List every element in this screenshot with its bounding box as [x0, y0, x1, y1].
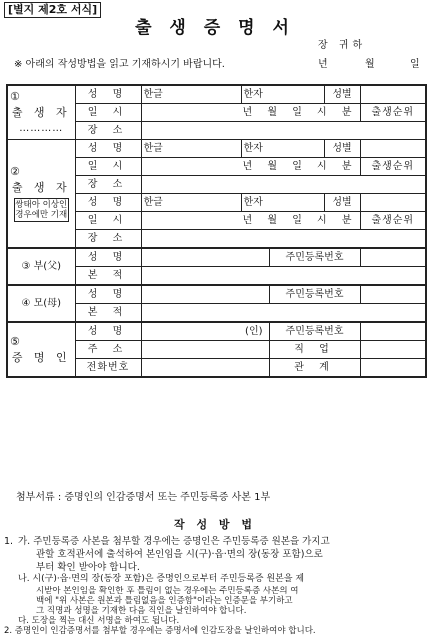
instruction-2: 2. 증명인이 인감증명서를 첨부할 경우에는 증명서에 인감도장을 날인하여야 합니다. — [4, 626, 316, 636]
relation-label: 관 계 — [269, 359, 360, 378]
datetime-label: 일 시 — [75, 212, 141, 230]
section1-label: 출 생 자 — [11, 105, 71, 119]
birth-order-label: 출생순위 — [360, 104, 426, 122]
instruction-1-na-line-2: 시받아 본인임을 확인한 후 틀림이 없는 경우에는 주민등록증 사본의 여 — [36, 586, 299, 596]
father-registry-input[interactable] — [141, 267, 426, 286]
s2b-sex-input[interactable] — [360, 194, 426, 212]
addressee: 장 귀하 — [318, 40, 367, 51]
date-text: 년 월 일 시 분 — [242, 160, 352, 172]
occupation-label: 직 업 — [269, 341, 360, 359]
instruction-1-na-line-4: 그 직명과 성명을 기재한 다음 직인을 날인하여야 합니다. — [36, 606, 247, 616]
section2-number: ② — [10, 164, 20, 178]
s1-name-row — [7, 85, 426, 104]
mother-name-row — [7, 285, 426, 304]
witness-name-input[interactable] — [141, 322, 269, 341]
s1-hangul-cell[interactable] — [141, 85, 241, 104]
section5-label: 증 명 인 — [11, 350, 71, 364]
witness-phone-input[interactable] — [141, 359, 269, 378]
hangul-label: 한글 — [143, 142, 163, 154]
id-number-label: 주민등록번호 — [269, 285, 360, 304]
s2a-place-input[interactable] — [141, 176, 426, 194]
instruction-1-num: 1. — [4, 536, 14, 547]
birth-order-label: 출생순위 — [360, 212, 426, 230]
father-name-row — [7, 248, 426, 267]
instruction-1-da: 다. 도장을 찍는 대신 서명을 하여도 됩니다. — [18, 616, 180, 626]
name-label: 성 명 — [75, 322, 141, 341]
s2a-hangul-cell[interactable] — [141, 140, 241, 158]
place-label: 장 소 — [75, 122, 141, 140]
name-label: 성 명 — [75, 140, 141, 158]
s2-name-row-1 — [7, 140, 426, 158]
mother-name-input[interactable] — [141, 285, 269, 304]
sex-label: 성별 — [324, 85, 360, 104]
mother-id-input[interactable] — [360, 285, 426, 304]
twin-note: 쌍태아 이상인 경우에만 기재 — [15, 199, 68, 220]
document-title: 출 생 증 명 서 — [135, 18, 295, 38]
instruction-1-group — [18, 535, 424, 574]
id-number-label: 주민등록번호 — [269, 322, 360, 341]
instruction-note — [14, 55, 225, 70]
certificate-table — [6, 84, 427, 378]
hanja-label: 한자 — [243, 142, 263, 154]
instruction-1-na-line-1: 나. 시(구)·읍·면의 장(동장 포함)은 증명인으로부터 주민등록증 원본을 제 — [18, 574, 305, 584]
name-label: 성 명 — [75, 85, 141, 104]
s2b-datetime-input[interactable] — [141, 212, 360, 230]
attachments-line: 첨부서류 : 증명인의 인감증명서 또는 주민등록증 사본 1부 — [16, 492, 271, 503]
section1-dots: ………… — [19, 122, 64, 134]
s1-sex-input[interactable] — [360, 85, 426, 104]
mother-registry-input[interactable] — [141, 304, 426, 323]
s2a-hanja-cell[interactable] — [241, 140, 324, 158]
instruction-1-ga-line-2: 관할 호적관서에 출석하여 본인임을 시(구)·읍·면의 장(동장 포함)으로 — [36, 549, 323, 560]
s1-hanja-cell[interactable] — [241, 85, 324, 104]
datetime-label: 일 시 — [75, 104, 141, 122]
sex-label: 성별 — [324, 194, 360, 212]
s2b-place-input[interactable] — [141, 230, 426, 249]
witness-relation-input[interactable] — [360, 359, 426, 378]
place-label: 장 소 — [75, 230, 141, 249]
date-day[interactable]: 일 — [410, 59, 420, 70]
section2-header — [7, 140, 75, 249]
date-month[interactable]: 월 — [365, 59, 375, 70]
witness-id-input[interactable] — [360, 322, 426, 341]
hanja-label: 한자 — [243, 196, 263, 208]
mother-section-label: ④ 모(母) — [7, 285, 75, 322]
sex-label: 성별 — [324, 140, 360, 158]
instruction-1-ga-line-1: 가. 주민등록증 사본을 첨부할 경우에는 증명인은 주민등록증 원본을 가지고 — [18, 536, 330, 547]
instruction-1-ga-line-3: 부터 확인 받아야 합니다. — [36, 562, 140, 573]
birth-order-label: 출생순위 — [360, 158, 426, 176]
s1-datetime-input[interactable] — [141, 104, 360, 122]
hangul-label: 한글 — [143, 88, 163, 100]
section2-label: 출 생 자 — [11, 180, 71, 194]
note-text: ※ 아래의 작성방법을 읽고 기재하시기 바랍니다. — [14, 59, 225, 70]
instruction-1-na-group — [18, 574, 424, 585]
witness-occupation-input[interactable] — [360, 341, 426, 359]
date-text: 년 월 일 시 분 — [242, 106, 352, 118]
registry-label: 본 적 — [75, 267, 141, 286]
section1-header — [7, 85, 75, 140]
place-label: 장 소 — [75, 176, 141, 194]
date-year[interactable]: 년 — [318, 59, 328, 70]
seal-mark: (인) — [245, 325, 263, 337]
registry-label: 본 적 — [75, 304, 141, 323]
hanja-label: 한자 — [243, 88, 263, 100]
witness-name-row — [7, 322, 426, 341]
instruction-1-na-line-3: 백에 "위 사본은 원본과 틀림없음을 인증함"이라는 인증문을 부기하고 — [36, 596, 293, 606]
date-text: 년 월 일 시 분 — [242, 214, 352, 226]
instruction-1-na-cont — [36, 586, 430, 616]
father-name-input[interactable] — [141, 248, 269, 267]
instructions-title: 작 성 방 법 — [174, 518, 256, 531]
phone-label: 전화번호 — [75, 359, 141, 378]
section1-number: ① — [10, 89, 20, 103]
name-label: 성 명 — [75, 194, 141, 212]
father-section-label: ③ 부(父) — [7, 248, 75, 285]
name-label: 성 명 — [75, 248, 141, 267]
s1-place-input[interactable] — [141, 122, 426, 140]
s2b-hangul-cell[interactable] — [141, 194, 241, 212]
s2a-sex-input[interactable] — [360, 140, 426, 158]
s2b-hanja-cell[interactable] — [241, 194, 324, 212]
instructions-rest — [0, 586, 430, 636]
father-id-input[interactable] — [360, 248, 426, 267]
name-label: 성 명 — [75, 285, 141, 304]
s2a-datetime-input[interactable] — [141, 158, 360, 176]
section5-number: ⑤ — [10, 334, 20, 348]
witness-address-input[interactable] — [141, 341, 269, 359]
witness-section-header — [7, 322, 75, 377]
form-number-label: [별지 제2호 서식] — [4, 2, 101, 18]
id-number-label: 주민등록번호 — [269, 248, 360, 267]
address-label: 주 소 — [75, 341, 141, 359]
hangul-label: 한글 — [143, 196, 163, 208]
datetime-label: 일 시 — [75, 158, 141, 176]
